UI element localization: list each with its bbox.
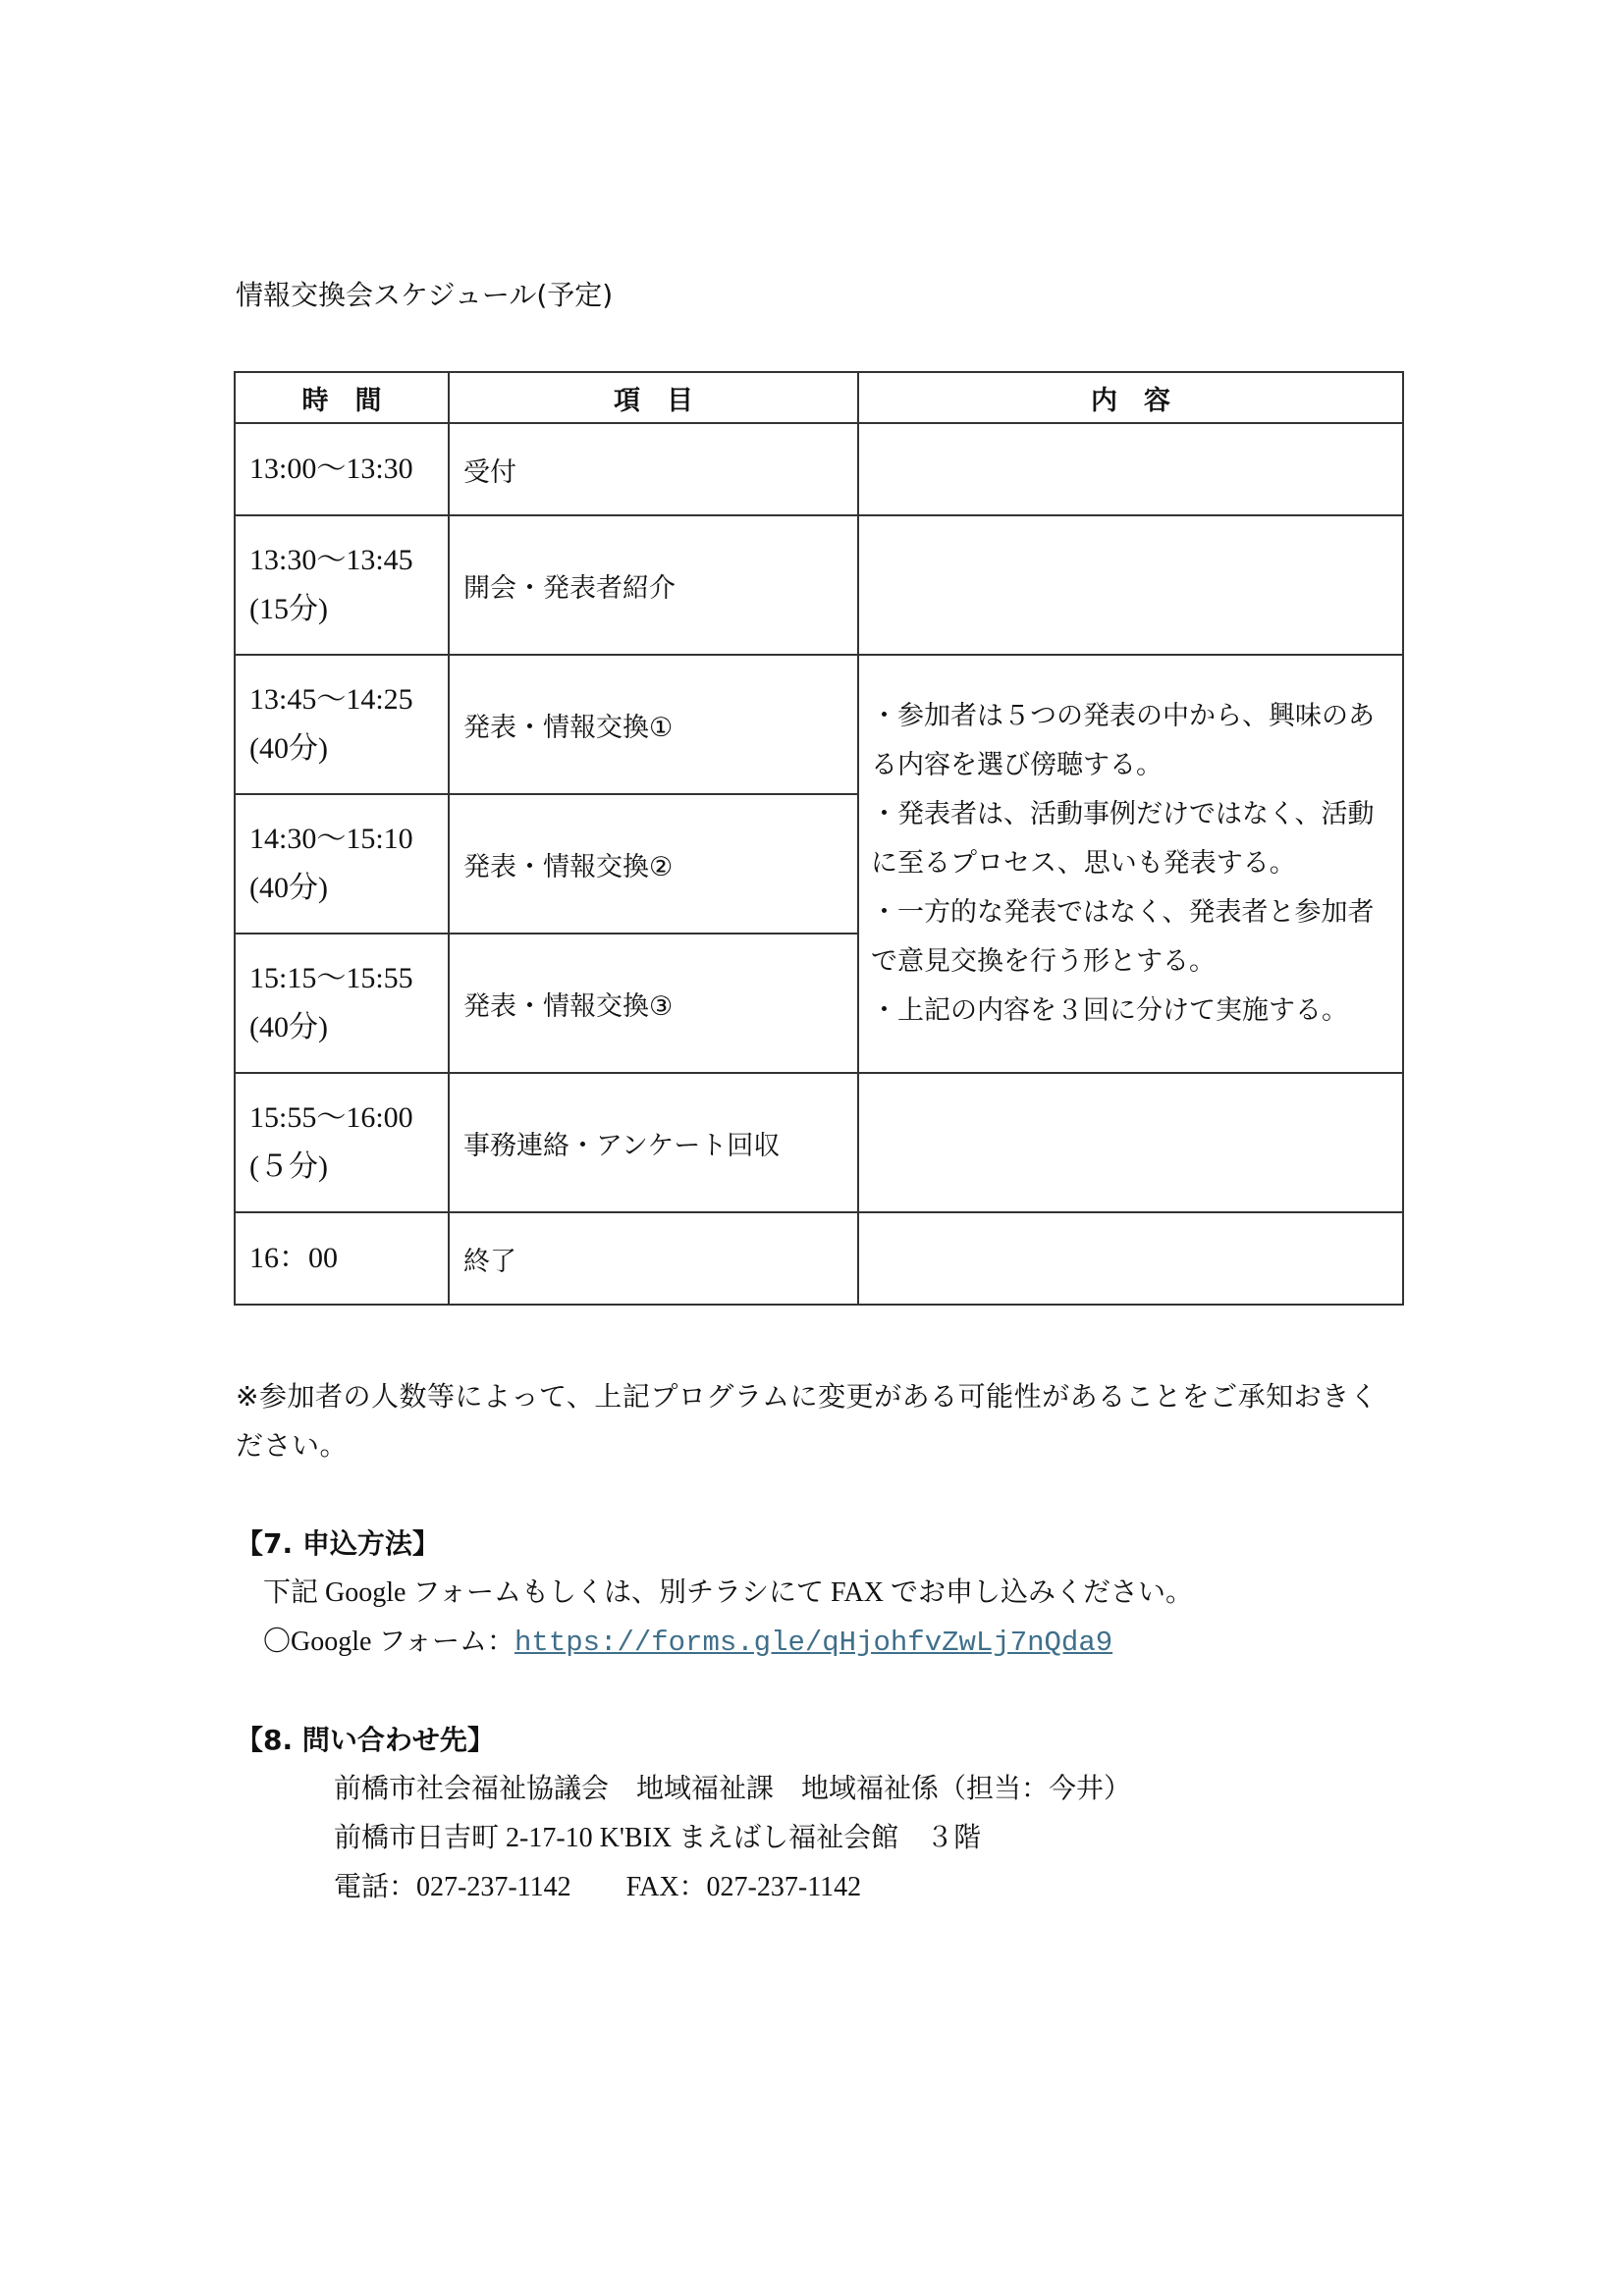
- item-cell: 開会・発表者紹介: [449, 515, 858, 655]
- time-range: 15:55～16:00: [249, 1101, 413, 1134]
- item-cell: 発表・情報交換③: [449, 934, 858, 1073]
- table-header-row: [235, 372, 1403, 423]
- google-form-label: 〇Google フォーム：: [263, 1627, 515, 1657]
- contact-person: （担当：今井）: [939, 1774, 1132, 1804]
- table-row: [235, 1073, 1403, 1212]
- program-change-note: ※参加者の人数等によって、上記プログラムに変更がある可能性があることをご承知おきください。: [236, 1380, 1379, 1462]
- item-cell: 事務連絡・アンケート回収: [449, 1073, 858, 1212]
- duration: (40分): [249, 872, 328, 904]
- fax: FAX：027-237-1142: [625, 1872, 862, 1902]
- content-cell: [858, 515, 1403, 655]
- header-item: 項 目: [449, 372, 858, 423]
- schedule-table: [234, 371, 1404, 1306]
- time-cell: [235, 934, 449, 1073]
- time-range: 16：00: [249, 1242, 338, 1274]
- floor: ３階: [926, 1823, 982, 1853]
- org-name: 前橋市社会福祉協議会: [334, 1774, 610, 1804]
- duration: (15分): [249, 593, 328, 625]
- table-row: [235, 423, 1403, 515]
- content-cell: [858, 1073, 1403, 1212]
- contact-address: [334, 1819, 981, 1858]
- time-range: 13:30～13:45: [249, 544, 413, 576]
- session-content-line: ・上記の内容を３回に分けて実施する。: [871, 995, 1348, 1026]
- time-range: 13:00～13:30: [249, 453, 413, 485]
- contact-heading: 【8. 問い合わせ先】: [236, 1724, 495, 1756]
- table-row: [235, 1212, 1403, 1305]
- item-cell: 終了: [449, 1212, 858, 1305]
- time-cell: [235, 423, 449, 515]
- session-content-line: ・一方的な発表ではなく、発表者と参加者で意見交換を行う形とする。: [871, 897, 1375, 977]
- item-cell: 発表・情報交換①: [449, 655, 858, 794]
- header-time: 時 間: [235, 372, 449, 423]
- table-row: [235, 655, 1403, 794]
- application-instructions: 下記 Google フォームもしくは、別チラシにて FAX でお申し込みください。: [263, 1577, 1193, 1608]
- time-cell: [235, 1212, 449, 1305]
- time-range: 15:15～15:55: [249, 962, 413, 994]
- table-row: [235, 515, 1403, 655]
- google-form-line: [263, 1623, 1112, 1663]
- content-cell: [858, 423, 1403, 515]
- time-cell: [235, 794, 449, 934]
- content-cell: [858, 1212, 1403, 1305]
- phone: 電話：027-237-1142: [334, 1872, 571, 1902]
- schedule-title: 情報交換会スケジュール(予定): [236, 279, 614, 311]
- item-cell: 受付: [449, 423, 858, 515]
- time-range: 13:45～14:25: [249, 683, 413, 716]
- duration: (５分): [249, 1150, 328, 1183]
- contact-phone-fax: [334, 1868, 861, 1907]
- session-content-line: ・参加者は５つの発表の中から、興味のある内容を選び傍聴する。: [871, 701, 1375, 780]
- dept-name: 地域福祉課: [636, 1774, 775, 1804]
- session-content-cell: [858, 655, 1403, 1073]
- time-cell: [235, 1073, 449, 1212]
- time-cell: [235, 515, 449, 655]
- duration: (40分): [249, 732, 328, 765]
- contact-organization: [334, 1770, 1131, 1809]
- application-heading: 【7. 申込方法】: [236, 1527, 440, 1560]
- duration: (40分): [249, 1011, 328, 1043]
- header-content: 内 容: [858, 372, 1403, 423]
- address: 前橋市日吉町 2-17-10 K'BIX まえばし福祉会館: [334, 1823, 899, 1853]
- session-content-line: ・発表者は、活動事例だけではなく、活動に至るプロセス、思いも発表する。: [871, 799, 1375, 879]
- time-cell: [235, 655, 449, 794]
- time-range: 14:30～15:10: [249, 823, 413, 855]
- item-cell: 発表・情報交換②: [449, 794, 858, 934]
- section-name: 地域福祉係: [801, 1774, 940, 1804]
- google-form-link[interactable]: https://forms.gle/qHjohfvZwLj7nQda9: [514, 1627, 1113, 1659]
